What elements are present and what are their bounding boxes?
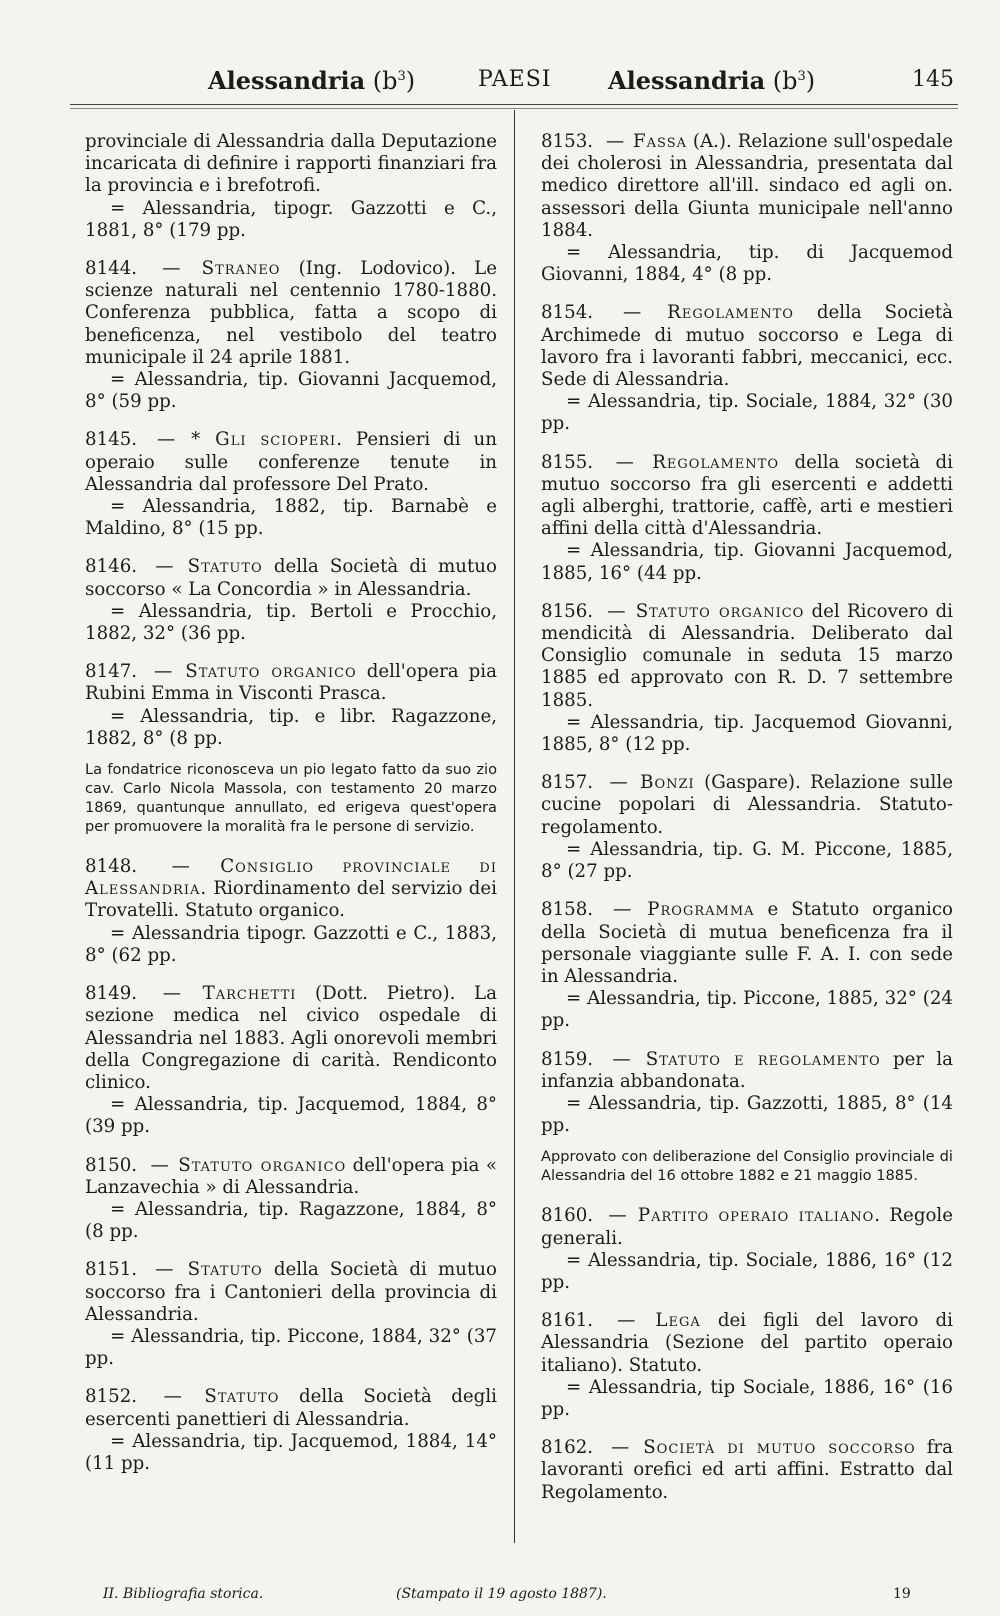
entry-number: 8146. — [85, 556, 138, 578]
entry-dash: — — [615, 451, 634, 473]
bibliography-entry — [541, 131, 953, 286]
entry-dash: — — [605, 131, 625, 152]
header-left: Alessandria $(b^3)$ — [208, 66, 416, 95]
entry-title: del Ricovero di mendicità di Alessandria. Deliberato dal Consiglio comunale in seduta 15 marzo 1885 ed approvato con R. D. 7 settembre 1885. — [541, 600, 953, 711]
entry-title: dell'opera pia « Lanzavechia » di Alessandria. — [85, 1154, 497, 1198]
entry-title: e Statuto organico della Società di mutua beneficenza fra il personale viaggiante sulle F. A. I. con sede in Alessandria. — [541, 899, 953, 987]
entry-title: della Società di mutuo soccorso « La Concordia » in Alessandria. — [85, 556, 497, 600]
entry-number: 8150. — [85, 1154, 138, 1176]
entry-title: della Società degli esercenti panettieri di Alessandria. — [85, 1386, 497, 1430]
entry-number: 8162. — [541, 1437, 594, 1459]
bibliography-entry — [541, 772, 953, 883]
entry-imprint: = Alessandria, tip. di Jacquemod Giovanni, 1884, 4° (8 pp. — [541, 242, 953, 286]
entry-dash: — — [154, 661, 173, 683]
entry-heading: Partito operaio italiano. — [637, 1205, 882, 1227]
entry-dash: — — [607, 600, 626, 622]
entry-heading: Bonzi — [640, 772, 695, 794]
entry-dash: — — [157, 429, 176, 451]
entry-dash: — — [171, 856, 190, 878]
bibliography-entry — [85, 258, 497, 413]
entry-number: 8159. — [541, 1048, 594, 1070]
entry-note: Approvato con deliberazione del Consiglio provinciale di Alessandria del 16 ottobre 1882 e 21 maggio 1885. — [541, 1148, 953, 1185]
entry-imprint: = Alessandria, tip. Ragazzone, 1884, 8° (8 pp. — [85, 1198, 497, 1243]
entry-heading: Programma — [647, 899, 755, 921]
entry-imprint: = Alessandria, tip. Jacquemod, 1884, 14° (11 pp. — [85, 1430, 497, 1474]
entry-imprint: = Alessandria, tip. Gazzotti, 1885, 8° (14 pp. — [541, 1092, 953, 1137]
entry-title: Regole generali. — [541, 1205, 953, 1249]
entry-imprint: = Alessandria, tip. Giovanni Jacquemod, 1885, 16° (44 pp. — [541, 540, 953, 584]
bibliography-entry — [541, 601, 953, 756]
column-divider — [514, 110, 515, 1543]
bibliography-entry — [541, 1310, 953, 1421]
header-section: PAESI — [478, 67, 552, 92]
entry-dash: — — [623, 302, 642, 324]
bibliography-entry — [541, 452, 953, 585]
entry-number: 8145. — [85, 429, 138, 451]
entry-imprint: = Alessandria, tip. Piccone, 1884, 32° (37 pp. — [85, 1325, 497, 1370]
bibliography-entry — [85, 429, 497, 540]
bibliography-entry — [85, 661, 497, 750]
bibliography-entry — [541, 899, 953, 1032]
entry-heading: Statuto organico — [185, 661, 357, 683]
entry-imprint: = Alessandria, tip. Jacquemod, 1884, 8° (39 pp. — [85, 1094, 497, 1138]
entry-heading: Consiglio provinciale di Alessandria. — [85, 856, 497, 900]
entry-imprint: = Alessandria, tip. Sociale, 1886, 16° (12 pp. — [541, 1249, 953, 1293]
entry-title: dell'opera pia Rubini Emma in Visconti Prasca. — [85, 661, 497, 705]
entry-imprint: = Alessandria, tip Sociale, 1886, 16° (16 pp. — [541, 1376, 953, 1420]
entry-dash: — — [613, 899, 632, 921]
bibliography-entry — [85, 1155, 497, 1244]
entry-heading: * Gli scioperi. — [191, 429, 343, 451]
entry-dash: — — [155, 556, 174, 578]
entry-number: 8157. — [541, 772, 594, 794]
entry-dash: — — [608, 1205, 627, 1227]
bibliography-entry — [541, 302, 953, 435]
footer-series: II. Bibliografia storica. — [103, 1586, 264, 1602]
entry-number: 8151. — [85, 1259, 138, 1281]
entry-title: (A.). Relazione sull'ospedale dei cholerosi in Alessandria, presentata dal medico direttore all'ill. sindaco ed agli on. assessori della Giunta municipale nell'anno 1884. — [541, 131, 953, 241]
bibliography-entry — [541, 1205, 953, 1294]
bibliography-entry — [85, 556, 497, 645]
footer-signature: 19 — [893, 1586, 911, 1602]
left-column — [85, 131, 497, 1491]
running-header — [60, 62, 960, 98]
entry-number: 8160. — [541, 1205, 594, 1227]
entry-dash: — — [617, 1310, 636, 1332]
entry-heading: Statuto e regolamento — [645, 1048, 881, 1070]
entry-heading: Statuto organico — [635, 600, 805, 622]
entry-heading: Straneo — [201, 258, 281, 280]
entry-title: (Gaspare). Relazione sulle cucine popolari di Alessandria. Statuto-regolamento. — [541, 772, 953, 838]
entry-number: 8156. — [541, 600, 594, 622]
entry-heading: Statuto organico — [178, 1154, 347, 1176]
entry-imprint: = Alessandria, 1882, tip. Barnabè e Maldino, 8° (15 pp. — [85, 496, 497, 540]
header-rule-thin — [70, 108, 958, 109]
entry-number: 8161. — [541, 1310, 594, 1332]
right-column — [541, 131, 953, 1520]
entry-heading: Regolamento — [652, 451, 779, 473]
header-rule — [70, 104, 958, 105]
entry-number: 8158. — [541, 899, 594, 921]
entry-heading: Regolamento — [667, 302, 794, 324]
entry-imprint: = Alessandria, tip. Bertoli e Procchio, 1882, 32° (36 pp. — [85, 600, 497, 645]
entry-title: della Società Archimede di mutuo soccorso e Lega di lavoro fra i lavoranti fabbri, meccanici, ecc. Sede di Alessandria. — [541, 302, 953, 391]
entry-dash: — — [162, 983, 181, 1005]
entry-imprint: = Alessandria, tip. Giovanni Jacquemod, 8° (59 pp. — [85, 369, 497, 413]
entry-title: (Dott. Pietro). La sezione medica nel civico ospedale di Alessandria nel 1883. Agli onorevoli membri della Congregazione di carità. Rendiconto clinico. — [85, 983, 497, 1093]
entry-heading: Statuto — [204, 1386, 280, 1408]
bibliography-entry — [85, 1386, 497, 1475]
entry-number: 8144. — [85, 258, 138, 280]
header-right: Alessandria $(b^3)$ — [608, 66, 816, 95]
entry-title: Pensieri di un operaio sulle conferenze tenute in Alessandria dal professore Del Prato. — [85, 429, 497, 495]
entry-dash: — — [150, 1154, 169, 1176]
entry-imprint: = Alessandria, tip. G. M. Piccone, 1885, 8° (27 pp. — [541, 838, 953, 883]
page-number: 145 — [912, 67, 954, 92]
entry-number: 8149. — [85, 983, 138, 1005]
entry-heading: Lega — [655, 1310, 701, 1332]
entry-note: La fondatrice riconosceva un pio legato fatto da suo zio cav. Carlo Nicola Massola, con testamento 20 marzo 1869, quantunque annullato, ed erigeva quest'opera per promuovere la moralità fra le persone di servizio. — [85, 761, 497, 836]
entry-dash: — — [609, 772, 628, 794]
entry-number: 8147. — [85, 661, 138, 683]
entry-number: 8152. — [85, 1386, 138, 1408]
entry-dash: — — [611, 1437, 630, 1459]
entry-title: Riordinamento del servizio dei Trovatelli. Statuto organico. — [85, 878, 497, 922]
entry-dash: — — [155, 1259, 174, 1281]
bibliography-entry — [541, 1437, 953, 1504]
bibliography-entry — [85, 1259, 497, 1370]
entry-heading: Fassa — [633, 131, 688, 152]
bibliography-entry — [541, 1049, 953, 1138]
continued-entry: provinciale di Alessandria dalla Deputazione incaricata di definire i rapporti finanziari fra la provincia e i brefotrofi. = Alessandria, tipogr. Gazzotti e C., 1881, 8° (179 pp. — [85, 131, 497, 241]
entry-imprint: = Alessandria, tip. e libr. Ragazzone, 1882, 8° (8 pp. — [85, 705, 497, 749]
bibliography-entry — [85, 856, 497, 967]
entry-heading: Statuto — [187, 556, 263, 578]
entry-dash: — — [612, 1048, 631, 1070]
entry-heading: Tarchetti — [202, 983, 297, 1005]
entry-number: 8154. — [541, 302, 594, 324]
entry-heading: Statuto — [187, 1259, 263, 1281]
entry-imprint: = Alessandria, tip. Sociale, 1884, 32° (30 pp. — [541, 391, 953, 435]
entry-title: dei figli del lavoro di Alessandria (Sezione del partito operaio italiano). Statuto. — [541, 1310, 953, 1376]
bibliography-entry — [85, 983, 497, 1138]
entry-number: 8148. — [85, 856, 138, 878]
entry-title: fra lavoranti orefici ed arti affini. Estratto dal Regolamento. — [541, 1437, 953, 1503]
entry-imprint: = Alessandria tipogr. Gazzotti e C., 1883, 8° (62 pp. — [85, 922, 497, 966]
entry-title: per la infanzia abbandonata. — [541, 1048, 953, 1092]
entry-title: (Ing. Lodovico). Le scienze naturali nel centennio 1780-1880. Conferenza pubblica, fatta a scopo di beneficenza, nel vestibolo del teatro municipale il 24 aprile 1881. — [85, 258, 497, 368]
entry-dash: — — [163, 1386, 182, 1408]
entry-title: della Società di mutuo soccorso fra i Cantonieri della provincia di Alessandria. — [85, 1259, 497, 1325]
entry-number: 8155. — [541, 451, 594, 473]
entry-number: 8153. — [541, 131, 594, 152]
footer-print-date: (Stampato il 19 agosto 1887). — [396, 1586, 607, 1602]
entry-title: della società di mutuo soccorso fra gli esercenti e addetti agli alberghi, trattorie, caffè, arti e mestieri affini della città d'Alessandria. — [541, 451, 953, 540]
entry-heading: Società di mutuo soccorso — [643, 1437, 916, 1459]
entry-dash: — — [162, 258, 181, 280]
entry-imprint: = Alessandria, tip. Piccone, 1885, 32° (24 pp. — [541, 988, 953, 1032]
entry-imprint: = Alessandria, tip. Jacquemod Giovanni, 1885, 8° (12 pp. — [541, 711, 953, 756]
